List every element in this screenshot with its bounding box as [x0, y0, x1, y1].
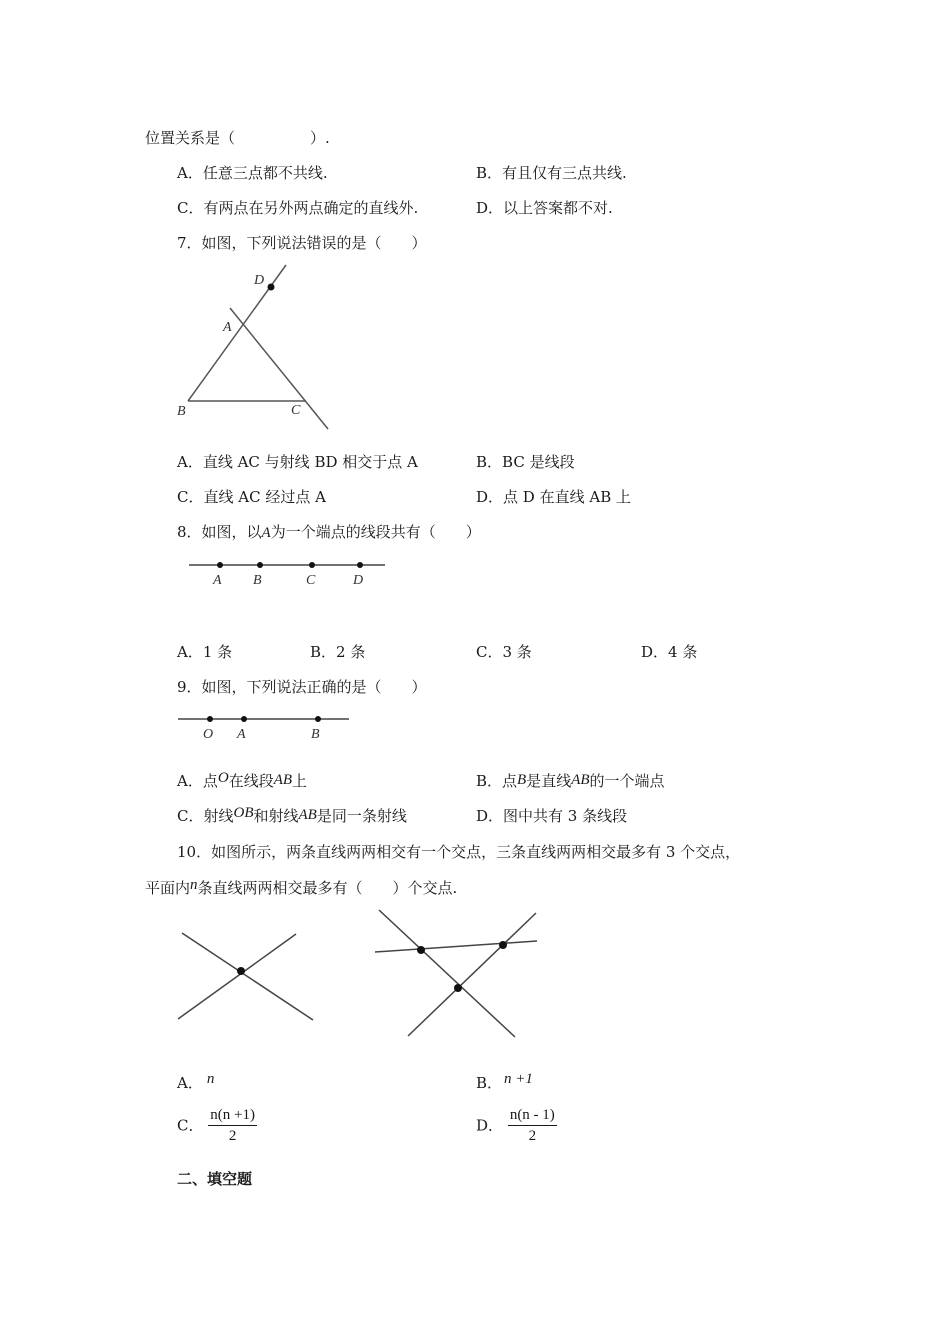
section-heading: 二、填空题 [177, 1170, 253, 1188]
q9-stem: 9．如图，下列说法正确的是（ ） [177, 678, 427, 696]
q6-option-c: C．有两点在另外两点确定的直线外. [177, 199, 419, 217]
q10-stem-line1: 10．如图所示，两条直线两两相交有一个交点，三条直线两两相交最多有 3 个交点， [177, 843, 741, 861]
fraction-c: $\frac{n(n +1)}{2}$ [210, 1107, 255, 1144]
label-c: C [306, 573, 316, 588]
label-d: D [353, 573, 364, 588]
q10-two-lines-figure [170, 925, 320, 1025]
label-d: D [254, 273, 265, 288]
label-b: B [253, 573, 262, 588]
q7-option-a: A．直线 AC 与射线 BD 相交于点 A [177, 453, 418, 471]
q8-stem-pre: 8．如图，以 [177, 523, 262, 541]
q8-stem-post: 为一个端点的线段共有（ ） [270, 523, 481, 541]
q7-option-d: D．点 D 在直线 AB 上 [476, 488, 631, 506]
q9-option-c: C．射线OB和射线AB是同一条射线 [177, 805, 407, 825]
label-a: A [213, 573, 222, 588]
q8-option-b: B．2 条 [310, 643, 366, 661]
label-c: C [291, 403, 301, 418]
q8-option-d: D．4 条 [641, 643, 698, 661]
point-d-dot [268, 284, 275, 291]
q10-option-b: B． n +1 [476, 1071, 533, 1092]
q8-stem-var: A [261, 525, 271, 541]
q10-option-d: D． $\frac{n(n - 1)}{2}$ [476, 1107, 555, 1144]
label-a: A [237, 727, 246, 742]
q10-option-a: A． n [177, 1071, 215, 1092]
label-a: A [223, 320, 232, 335]
q8-segment-figure [185, 555, 390, 595]
q7-triangle-figure [170, 260, 340, 435]
q9-option-d: D．图中共有 3 条线段 [476, 807, 628, 825]
q10-stem-line2: 平面内n条直线两两相交最多有（ ）个交点. [145, 877, 458, 897]
q10-option-c: C． $\frac{n(n +1)}{2}$ [177, 1107, 255, 1144]
q6-option-a: A．任意三点都不共线. [177, 164, 328, 182]
q8-stem [177, 522, 481, 543]
q7-stem: 7．如图，下列说法错误的是（ ） [177, 234, 427, 252]
q9-line-figure [175, 708, 355, 746]
q6-option-d: D．以上答案都不对. [476, 199, 613, 217]
q9-option-b: B．点B是直线AB的一个端点 [476, 772, 665, 790]
q8-option-a: A．1 条 [177, 643, 233, 661]
q8-option-c: C．3 条 [476, 643, 532, 661]
label-b: B [177, 404, 186, 419]
q7-option-b: B．BC 是线段 [476, 453, 575, 471]
fraction-d: $\frac{n(n - 1)}{2}$ [509, 1107, 555, 1144]
q10-three-lines-figure [370, 905, 545, 1043]
q7-option-c: C．直线 AC 经过点 A [177, 488, 326, 506]
q6-option-b: B．有且仅有三点共线. [476, 164, 627, 182]
label-o: O [203, 727, 214, 742]
q6-stem-tail: 位置关系是（ ）. [145, 129, 330, 147]
label-b: B [311, 727, 320, 742]
q9-option-a: A．点O在线段AB上 [177, 770, 308, 790]
